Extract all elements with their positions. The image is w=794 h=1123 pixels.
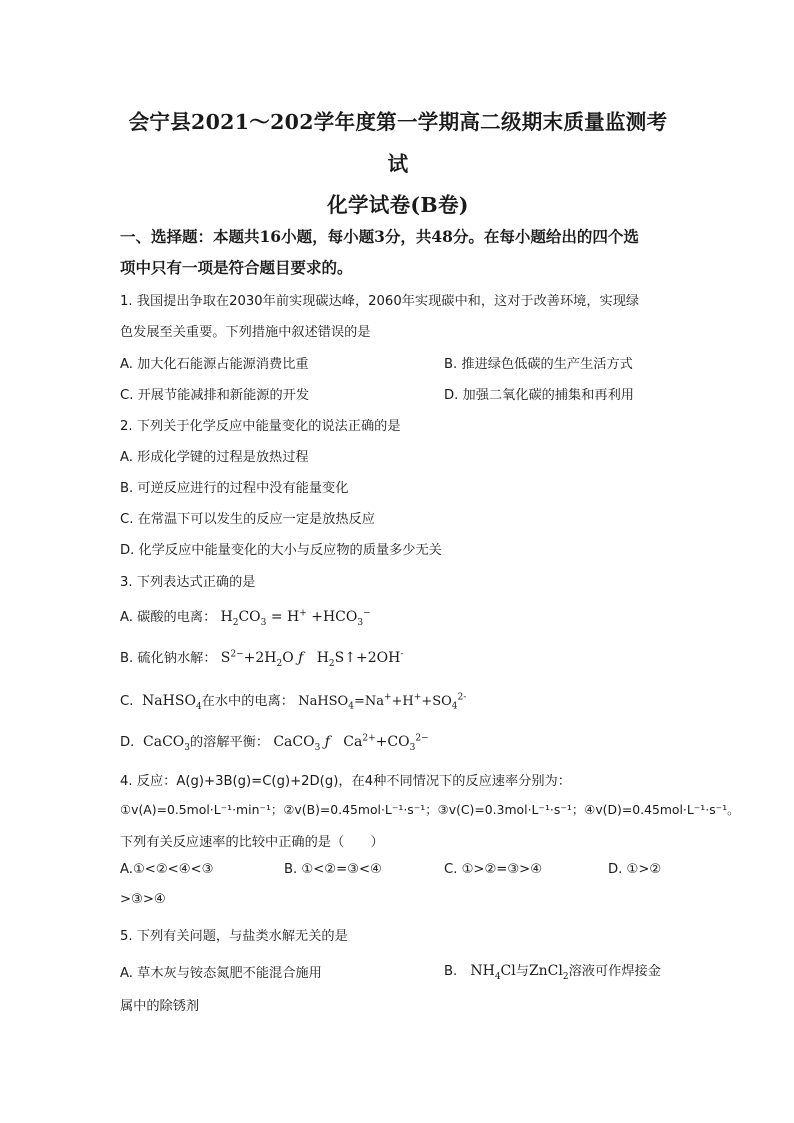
q5-option-b	[444, 960, 661, 982]
q3-option-a	[120, 606, 371, 628]
q5-option-b-text2: 溶液可作焊接金	[568, 964, 661, 979]
exam-title-line1: 会宁县2021～202学年度第一学期高二级期末质量监测考	[128, 110, 668, 134]
q5-option-b-continued: 属中的除锈剂	[120, 999, 200, 1014]
q4-option-a: A.①<②<④<③	[120, 862, 214, 877]
q4-stem: 4. 反应：A(g)+3B(g)=C(g)+2D(g)，在4种不同情况下的反应速率分别为：	[120, 774, 571, 789]
q2-option-b: B. 可逆反应进行的过程中没有能量变化	[120, 481, 349, 496]
q5-option-b-compound2: ZnCl$_2$	[528, 963, 569, 982]
q3-option-d-formula: CaCO$_3$ ƒ $Ca^{2+}+CO_3^{2-}$	[273, 733, 429, 753]
q4-rates: ①v(A)=0.5mol·L⁻¹·min⁻¹；②v(B)=0.45mol·L⁻¹·s⁻¹；③v(C)=0.3mol·L⁻¹·s⁻¹；④v(D)=0.45mol·L⁻¹·s⁻¹。	[120, 802, 740, 817]
q3-option-c-compound: NaHSO$_4$	[137, 693, 202, 712]
q2-stem: 2. 下列关于化学反应中能量变化的说法正确的是	[120, 419, 401, 434]
section-heading-line1: 一、选择题：本题共16小题，每小题3分，共48分。在每小题给出的四个选	[120, 227, 639, 246]
q3-option-b-text: B. 硫化钠水解：	[120, 651, 217, 666]
q1-option-a: A. 加大化石能源占能源消费比重	[120, 357, 309, 372]
q3-option-c	[120, 690, 466, 712]
q3-option-a-formula: $H_2CO_3 = H^+ +HCO_3^-$	[220, 608, 371, 628]
exam-subtitle: 化学试卷(B卷)	[327, 193, 469, 217]
q1-option-c: C. 开展节能减排和新能源的开发	[120, 388, 310, 403]
q4-option-b: B. ①<②=③<④	[284, 862, 382, 877]
q3-option-c-prefix: C.	[120, 694, 134, 709]
section-heading-line2: 项中只有一项是符合题目要求的。	[120, 258, 353, 277]
q5-option-a: A. 草木灰与铵态氮肥不能混合施用	[120, 966, 322, 981]
q3-option-b	[120, 647, 403, 669]
q4-option-c: C. ①>②=③>④	[444, 862, 543, 877]
q5-option-b-prefix: B.	[444, 964, 458, 979]
q2-option-c: C. 在常温下可以发生的反应一定是放热反应	[120, 512, 375, 527]
exam-title-line2: 试	[387, 152, 409, 176]
q1-option-b: B. 推进绿色低碳的生产生活方式	[444, 357, 633, 372]
q3-option-d	[120, 731, 429, 753]
q4-question: 下列有关反应速率的比较中正确的是（ ）	[120, 835, 384, 850]
q5-option-b-compound1: $NH_4Cl$	[461, 963, 516, 982]
q2-option-a: A. 形成化学键的过程是放热过程	[120, 450, 309, 465]
q5-stem: 5. 下列有关问题，与盐类水解无关的是	[120, 929, 348, 944]
q3-option-b-formula: $S^{2-}+2H_2O$ ƒ $H_2S↑+2OH^-$	[220, 649, 404, 669]
q3-option-d-text: 的溶解平衡：	[190, 735, 270, 750]
q4-option-d-continued: >③>④	[120, 892, 166, 907]
q1-option-d: D. 加强二氧化碳的捕集和再利用	[444, 388, 634, 403]
q1-stem-line2: 色发展至关重要。下列措施中叙述错误的是	[120, 325, 371, 340]
q5-option-b-text1: 与	[515, 964, 529, 979]
q3-option-c-text: 在水中的电离：	[201, 694, 294, 709]
q3-option-a-text: A. 碳酸的电离：	[120, 610, 217, 625]
q4-option-d: D. ①>②	[608, 862, 662, 877]
q3-option-d-compound: CaCO$_3$	[138, 734, 190, 753]
q3-option-d-prefix: D.	[120, 735, 135, 750]
q2-option-d: D. 化学反应中能量变化的大小与反应物的质量多少无关	[120, 543, 442, 558]
q1-stem-line1: 1. 我国提出争取在2030年前实现碳达峰，2060年实现碳中和，这对于改善环境，实现绿	[120, 294, 640, 309]
q3-stem: 3. 下列表达式正确的是	[120, 575, 256, 590]
q3-option-c-formula: $NaHSO_4=Na^++H^++SO_4^{2-}$	[298, 692, 467, 712]
